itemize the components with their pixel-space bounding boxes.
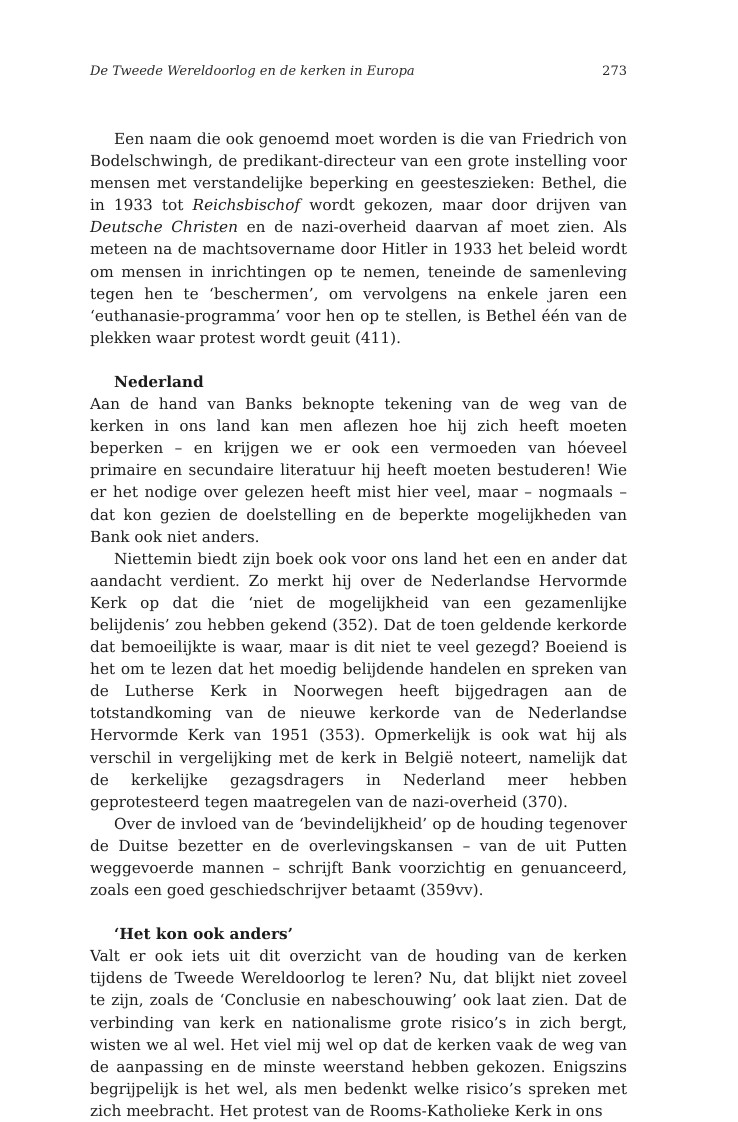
page-number: 273 [602,64,627,79]
text-run: Een naam die ook genoemd moet worden is die van Friedrich von Bodelschwingh, de predikant-directeur van een grote instelling voor mensen met verstandelijke beperking en geesteszieken: Bethel, die in 1933 tot [90,130,627,215]
text-run: en de nazi-overheid daarvan af moet zien. Als meteen na de machtsovername door Hitler in 1933 het beleid wordt om mensen in inrichtingen op te nemen, teneinde de samenleving tegen hen te ‘beschermen’, om vervolgens na enkele jaren een ‘euthanasie-programma’ voor hen op te stellen, is Bethel één van de plekken waar protest wordt geuit (411). [90,218,627,347]
running-header [90,64,627,84]
page-body [90,128,627,1122]
running-title: De Tweede Wereldoorlog en de kerken in Europa [90,64,415,79]
paragraph: Niettemin biedt zijn boek ook voor ons land het een en ander dat aandacht verdient. Zo merkt hij over de Nederlandse Hervormde Kerk op dat die ‘niet de mogelijkheid van een gezamenlijke belijdenis’ zou hebben gekend (352). Dat de toen geldende kerkorde dat bemoeilijkte is waar, maar is dit niet te veel gezegd? Boeiend is het om te lezen dat het moedig belijdende handelen en spreken van de Lutherse Kerk in Noorwegen heeft bijgedragen aan de totstandkoming van de nieuwe kerkorde van de Nederlandse Hervormde Kerk van 1951 (353). Opmerkelijk is ook wat hij als verschil in vergelijking met de kerk in België noteert, namelijk dat de kerkelijke gezagsdragers in Nederland meer hebben geprotesteerd tegen maatregelen van de nazi-overheid (370). [90,549,627,811]
italic-term-reichsbischof: Reichsbischof [192,196,301,215]
text-run: wordt gekozen, maar door drijven van [300,196,628,215]
italic-term-deutsche-christen: Deutsche Christen [90,218,238,237]
paragraph: Aan de hand van Banks beknopte tekening van de weg van de kerken in ons land kan men aflezen hoe hij zich heeft moeten beperken – en krijgen we er ook een vermoeden van hóeveel primaire en secundaire literatuur hij heeft moeten bestuderen! Wie er het nodige over gelezen heeft mist hier veel, maar – nogmaals – dat kon gezien de doelstelling en de beperkte mogelijkheden van Bank ook niet anders. [90,395,627,546]
paragraph-bodelschwingh [90,128,627,349]
paragraph: Over de invloed van de ‘bevindelijkheid’ op de houding tegenover de Duitse bezetter en de overlevingskansen – van de uit Putten weggevoerde mannen – schrijft Bank voorzichtig en genuanceerd, zoals een goed geschiedschrijver betaamt (359vv). [90,814,627,900]
section-heading-het-kon-ook-anders: ‘Het kon ook anders’ [114,925,293,944]
paragraph: Valt er ook iets uit dit overzicht van de houding van de kerken tijdens de Tweede Wereldoorlog te leren? Nu, dat blijkt niet zoveel te zijn, zoals de ‘Conclusie en nabeschouwing’ ook laat zien. Dat de verbinding van kerk en nationalisme grote risico’s in zich bergt, wisten we al wel. Het viel mij wel op dat de kerken vaak de weg van de aanpassing en de minste weerstand hebben gekozen. Enigszins begrijpelijk is het wel, als men bedenkt welke risico’s spreken met zich meebracht. Het protest van de Rooms-Katholieke Kerk in ons [90,947,627,1120]
section-heading-nederland: Nederland [114,372,204,391]
